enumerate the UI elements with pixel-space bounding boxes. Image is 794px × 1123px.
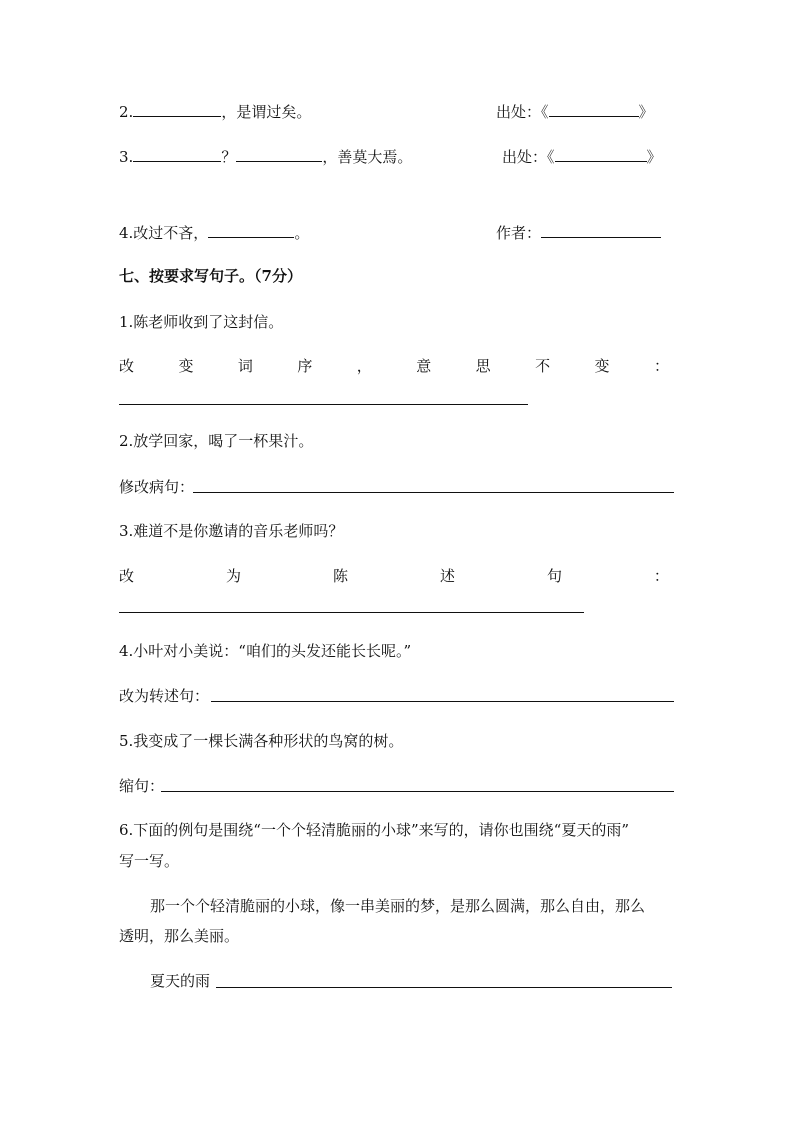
q3-source bbox=[502, 147, 662, 167]
q2-source-label: 出处：《 bbox=[496, 103, 549, 121]
q3-line bbox=[119, 147, 412, 167]
q3-source-label: 出处：《 bbox=[502, 148, 555, 166]
s4-question: 4.小叶对小美说：“咱们的头发还能长长呢。” bbox=[119, 642, 412, 660]
s6-example-line-1: 那一个个轻清脆丽的小球，像一串美丽的梦，是那么圆满，那么自由，那么 bbox=[150, 897, 646, 915]
q4-author bbox=[496, 223, 661, 243]
s1-instruction-char: 变 bbox=[594, 357, 610, 375]
s1-question: 1.陈老师收到了这封信。 bbox=[119, 313, 284, 331]
s1-instruction-char: 意 bbox=[416, 357, 432, 375]
q4-line bbox=[119, 223, 309, 243]
s3-instruction-char: 述 bbox=[439, 567, 455, 585]
s1-instruction-char: ， bbox=[356, 357, 372, 375]
q2-source-blank[interactable] bbox=[549, 102, 639, 117]
s6-answer-line[interactable] bbox=[216, 987, 672, 988]
s5-label: 缩句： bbox=[119, 777, 165, 795]
q2-source bbox=[496, 102, 654, 122]
s6-answer-label: 夏天的雨 bbox=[150, 972, 211, 990]
s3-instruction bbox=[119, 566, 669, 586]
s5-question: 5.我变成了一棵长满各种形状的鸟窝的树。 bbox=[119, 732, 404, 750]
q2-prefix: 2. bbox=[119, 103, 134, 121]
q3-source-blank[interactable] bbox=[555, 147, 647, 162]
s1-instruction-char: 词 bbox=[237, 357, 253, 375]
q3-blank-1[interactable] bbox=[133, 147, 221, 162]
s1-instruction bbox=[119, 356, 669, 376]
s1-instruction-char: 不 bbox=[535, 357, 551, 375]
q3-suffix: ，善莫大焉。 bbox=[322, 148, 413, 166]
s3-instruction-char: 陈 bbox=[332, 567, 348, 585]
section-7-title: 七、按要求写句子。（7分） bbox=[119, 267, 302, 285]
q2-source-close: 》 bbox=[638, 103, 654, 121]
s3-instruction-char: 为 bbox=[225, 567, 241, 585]
s1-instruction-char: 改 bbox=[119, 357, 135, 375]
s1-instruction-char: 序 bbox=[297, 357, 313, 375]
s3-instruction-char: 改 bbox=[119, 567, 135, 585]
q2-line bbox=[119, 102, 311, 122]
s1-instruction-char: ： bbox=[653, 357, 669, 375]
s3-instruction-char: ： bbox=[653, 567, 669, 585]
s6-question-line-1: 6.下面的例句是围绕“一个个轻清脆丽的小球”来写的，请你也围绕“夏天的雨” bbox=[119, 821, 629, 839]
s3-answer-line[interactable] bbox=[119, 612, 584, 613]
q4-prefix: 4.改过不吝， bbox=[119, 224, 209, 242]
s2-question: 2.放学回家，喝了一杯果汁。 bbox=[119, 432, 314, 450]
s4-label: 改为转述句： bbox=[119, 687, 210, 705]
s6-example-line-2: 透明，那么美丽。 bbox=[119, 927, 240, 945]
q2-blank[interactable] bbox=[133, 102, 221, 117]
q3-prefix: 3. bbox=[119, 148, 134, 166]
q4-suffix: 。 bbox=[294, 224, 310, 242]
q2-suffix: ，是谓过矣。 bbox=[221, 103, 312, 121]
s6-question-line-2: 写一写。 bbox=[119, 852, 180, 870]
s1-answer-line[interactable] bbox=[119, 404, 528, 405]
q4-blank[interactable] bbox=[208, 223, 294, 238]
s5-answer-line[interactable] bbox=[161, 791, 674, 792]
s3-question: 3.难道不是你邀请的音乐老师吗？ bbox=[119, 522, 344, 540]
q3-blank-2[interactable] bbox=[236, 147, 322, 162]
s2-answer-line[interactable] bbox=[193, 492, 674, 493]
q4-author-blank[interactable] bbox=[541, 223, 661, 238]
s4-answer-line[interactable] bbox=[211, 701, 674, 702]
s1-instruction-char: 变 bbox=[178, 357, 194, 375]
q3-mid: ？ bbox=[221, 148, 237, 166]
s2-label: 修改病句： bbox=[119, 478, 195, 496]
s1-instruction-char: 思 bbox=[475, 357, 491, 375]
s3-instruction-char: 句 bbox=[546, 567, 562, 585]
q4-author-label: 作者： bbox=[496, 224, 542, 242]
q3-source-close: 》 bbox=[646, 148, 662, 166]
